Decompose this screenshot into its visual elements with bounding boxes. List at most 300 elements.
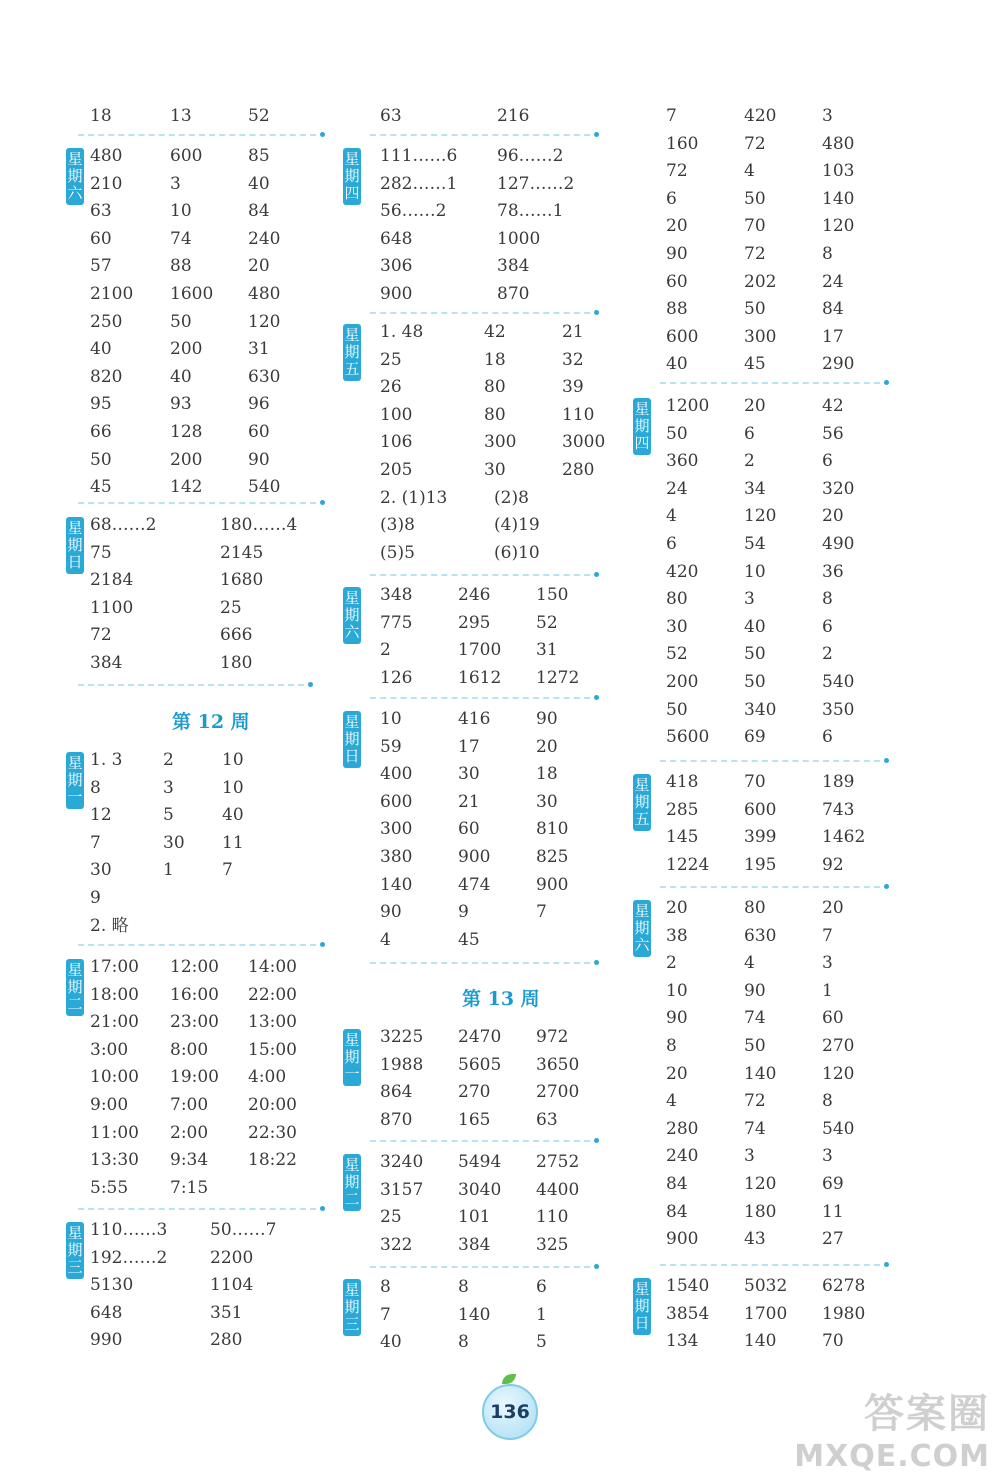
col2-thu-cell: 870 bbox=[497, 284, 530, 304]
col2-sun-cell: 900 bbox=[536, 874, 569, 895]
col1-tue-cell: 23:00 bbox=[170, 1012, 219, 1033]
col3-top-cell: 84 bbox=[822, 299, 844, 320]
col1-wed-cell: 1104 bbox=[210, 1275, 254, 1296]
watermark bbox=[794, 1382, 990, 1474]
col1-tue-cell: 11:00 bbox=[90, 1122, 139, 1143]
col3-sat-cell: 80 bbox=[744, 898, 766, 918]
col2-sat-cell: 1272 bbox=[536, 667, 580, 688]
col3-thu-cell: 6 bbox=[744, 423, 755, 444]
col2-mon-cell: 2470 bbox=[458, 1027, 502, 1047]
col3-top-cell: 50 bbox=[744, 299, 766, 320]
col2-fri-extra-cell: (4)19 bbox=[494, 515, 540, 536]
col1-sat-cell: 2100 bbox=[90, 284, 134, 304]
col1-sat-cell: 1600 bbox=[170, 284, 214, 304]
col1-sun-cell: 666 bbox=[220, 625, 253, 646]
col3-fri-cell: 195 bbox=[744, 854, 777, 875]
col3-sat-cell: 3 bbox=[822, 953, 833, 974]
col3-sat-cell: 280 bbox=[666, 1118, 699, 1139]
col2-fri-cell: 42 bbox=[484, 322, 506, 342]
col1-sat-cell: 200 bbox=[170, 339, 203, 360]
col2-fri-cell: 110 bbox=[562, 404, 595, 425]
col2-thu-cell: 78……1 bbox=[497, 201, 564, 222]
col2-top-cell: 63 bbox=[380, 106, 402, 126]
col2-wed-cell: 140 bbox=[458, 1304, 491, 1325]
col3-thu-cell: 540 bbox=[822, 672, 855, 692]
col2-fri-cell: 100 bbox=[380, 404, 413, 425]
col3-thu-cell: 3 bbox=[744, 589, 755, 610]
col3-sat-cell: 120 bbox=[822, 1063, 855, 1084]
col3-sat-cell: 20 bbox=[822, 898, 844, 918]
col3-sat-cell: 38 bbox=[666, 925, 688, 946]
col3-top-cell: 72 bbox=[744, 133, 766, 154]
col1-tue-cell: 3:00 bbox=[90, 1039, 129, 1060]
col3-fri-cell: 1224 bbox=[666, 854, 710, 875]
col3-sat-cell: 43 bbox=[744, 1229, 766, 1250]
col1-sat-cell: 240 bbox=[248, 228, 281, 249]
col1-mon-cell: 40 bbox=[222, 805, 244, 826]
col3-sat-cell: 8 bbox=[666, 1036, 677, 1056]
col3-top-cell: 4 bbox=[744, 161, 755, 182]
col3-top-cell: 300 bbox=[744, 326, 777, 347]
divider-dot-icon bbox=[320, 132, 325, 137]
col1-tue-cell: 18:00 bbox=[90, 984, 139, 1005]
col3-thu-cell: 30 bbox=[666, 616, 688, 637]
col1-sun-cell: 180……4 bbox=[220, 515, 298, 535]
divider-dot-icon bbox=[884, 758, 889, 763]
section-divider bbox=[370, 312, 590, 314]
section-divider bbox=[660, 760, 880, 762]
col3-top-cell: 103 bbox=[822, 161, 855, 182]
col2-tue-cell: 3240 bbox=[380, 1152, 424, 1172]
col3-sat-cell: 540 bbox=[822, 1118, 855, 1139]
col3-fri-cell: 1462 bbox=[822, 827, 866, 848]
col2-thu-cell: 111……6 bbox=[380, 146, 458, 166]
col3-fri-cell: 743 bbox=[822, 799, 855, 820]
col2-wed-tab: 星 期 三 bbox=[343, 1279, 361, 1336]
col3-thu-tab: 星 期 四 bbox=[633, 398, 651, 455]
col1-wed-cell: 990 bbox=[90, 1330, 123, 1351]
watermark-line2: MXQE.COM bbox=[794, 1439, 990, 1474]
col3-sat-cell: 4 bbox=[744, 953, 755, 974]
col3-sat-cell: 630 bbox=[744, 925, 777, 946]
col1-tue-cell: 18:22 bbox=[248, 1150, 297, 1171]
page-number: 136 bbox=[482, 1384, 538, 1440]
col3-top-cell: 20 bbox=[666, 216, 688, 237]
col1-sat-tab: 星 期 六 bbox=[66, 148, 84, 205]
col1-sat-cell: 480 bbox=[248, 284, 281, 304]
divider-dot-icon bbox=[320, 1206, 325, 1211]
col1-sat-cell: 40 bbox=[90, 339, 112, 360]
col3-thu-cell: 50 bbox=[666, 699, 688, 720]
col1-sat-cell: 45 bbox=[90, 477, 112, 498]
col1-tue-cell: 10:00 bbox=[90, 1067, 139, 1088]
col1-sat-cell: 88 bbox=[170, 256, 192, 277]
divider-dot-icon bbox=[320, 500, 325, 505]
col1-mon-cell: 30 bbox=[90, 860, 112, 881]
col1-mon-cell: 1 bbox=[163, 860, 174, 881]
col1-tue-cell: 13:30 bbox=[90, 1150, 139, 1171]
col2-sun-cell: 20 bbox=[536, 736, 558, 757]
col1-sat-cell: 200 bbox=[170, 449, 203, 470]
col3-sun-cell: 134 bbox=[666, 1331, 699, 1352]
col3-top-cell: 290 bbox=[822, 354, 855, 375]
col2-fri-cell: 205 bbox=[380, 460, 413, 480]
col1-sun-tab: 星 期 日 bbox=[66, 517, 84, 574]
col2-mon-cell: 864 bbox=[380, 1082, 413, 1103]
col1-sat-cell: 96 bbox=[248, 394, 270, 415]
col1-wed-cell: 351 bbox=[210, 1302, 243, 1323]
col3-thu-cell: 34 bbox=[744, 478, 766, 499]
divider-dot-icon bbox=[594, 1264, 599, 1269]
col2-thu-cell: 56……2 bbox=[380, 201, 447, 222]
col3-fri-cell: 600 bbox=[744, 799, 777, 820]
col2-sun-cell: 30 bbox=[536, 791, 558, 812]
col2-mon-cell: 972 bbox=[536, 1027, 569, 1047]
col2-sun-cell: 60 bbox=[458, 819, 480, 840]
col2-sun-cell: 810 bbox=[536, 819, 569, 840]
week-12-heading: 第 12 周 bbox=[172, 711, 250, 733]
col1-wed-cell: 110……3 bbox=[90, 1220, 168, 1240]
col1-sun-cell: 68……2 bbox=[90, 515, 157, 535]
week-13-heading: 第 13 周 bbox=[462, 988, 540, 1010]
col1-sat-cell: 60 bbox=[90, 228, 112, 249]
col2-sat-cell: 295 bbox=[458, 612, 491, 633]
col2-fri-cell: 106 bbox=[380, 432, 413, 453]
col1-tue-cell: 8:00 bbox=[170, 1039, 209, 1060]
col2-fri-extra-cell: (3)8 bbox=[380, 515, 415, 536]
col1-sat-cell: 600 bbox=[170, 146, 203, 166]
col2-sun-cell: 18 bbox=[536, 764, 558, 785]
col2-mon-cell: 165 bbox=[458, 1109, 491, 1130]
col3-thu-cell: 20 bbox=[744, 396, 766, 416]
section-divider bbox=[370, 962, 590, 964]
col3-top-cell: 8 bbox=[822, 244, 833, 264]
col1-wed-cell: 2200 bbox=[210, 1247, 254, 1268]
divider-dot-icon bbox=[594, 960, 599, 965]
col1-tue-cell: 22:00 bbox=[248, 984, 297, 1005]
col3-sat-cell: 3 bbox=[822, 1146, 833, 1167]
col1-mon-tab: 星 期 一 bbox=[66, 752, 84, 809]
col3-sat-cell: 84 bbox=[666, 1174, 688, 1194]
col3-sat-cell: 69 bbox=[822, 1174, 844, 1194]
col3-sat-cell: 90 bbox=[666, 1008, 688, 1029]
col3-top-cell: 3 bbox=[822, 106, 833, 126]
col2-sun-cell: 59 bbox=[380, 736, 402, 757]
col3-thu-cell: 50 bbox=[744, 644, 766, 665]
col3-thu-cell: 50 bbox=[666, 423, 688, 444]
col2-mon-cell: 3225 bbox=[380, 1027, 424, 1047]
col3-thu-cell: 420 bbox=[666, 561, 699, 582]
col3-top-cell: 420 bbox=[744, 106, 777, 126]
col3-sat-cell: 1 bbox=[822, 980, 833, 1001]
col3-sat-cell: 20 bbox=[666, 898, 688, 918]
col3-thu-cell: 350 bbox=[822, 699, 855, 720]
col2-mon-tab: 星 期 一 bbox=[343, 1029, 361, 1086]
col3-sat-cell: 50 bbox=[744, 1036, 766, 1056]
col3-top-cell: 90 bbox=[666, 244, 688, 264]
col3-sat-cell: 74 bbox=[744, 1008, 766, 1029]
col3-sat-cell: 84 bbox=[666, 1201, 688, 1222]
col3-sun-cell: 1540 bbox=[666, 1276, 710, 1296]
col3-sun-tab: 星 期 日 bbox=[633, 1278, 651, 1335]
col2-sun-cell: 416 bbox=[458, 709, 491, 729]
col1-wed-cell: 192……2 bbox=[90, 1247, 168, 1268]
col3-fri-cell: 285 bbox=[666, 799, 699, 820]
col1-tue-cell: 5:55 bbox=[90, 1177, 129, 1198]
col2-sun-tab: 星 期 日 bbox=[343, 711, 361, 768]
col2-thu-cell: 648 bbox=[380, 228, 413, 249]
col2-mon-cell: 2700 bbox=[536, 1082, 580, 1103]
col2-fri-cell: 280 bbox=[562, 460, 595, 480]
col2-thu-cell: 900 bbox=[380, 284, 413, 304]
col1-sat-cell: 66 bbox=[90, 422, 112, 442]
section-divider bbox=[370, 134, 590, 136]
col3-sun-cell: 5032 bbox=[744, 1276, 788, 1296]
col1-mon-cell: 2 bbox=[163, 750, 174, 770]
col2-mon-cell: 63 bbox=[536, 1109, 558, 1130]
divider-dot-icon bbox=[594, 572, 599, 577]
col3-thu-cell: 56 bbox=[822, 423, 844, 444]
col2-sat-cell: 246 bbox=[458, 585, 491, 605]
col1-tue-cell: 7:15 bbox=[170, 1177, 209, 1198]
col2-thu-cell: 282……1 bbox=[380, 173, 458, 194]
col2-mon-cell: 3650 bbox=[536, 1054, 580, 1075]
col3-thu-cell: 52 bbox=[666, 644, 688, 665]
section-divider bbox=[660, 382, 880, 384]
col2-wed-cell: 1 bbox=[536, 1304, 547, 1325]
section-divider bbox=[78, 1208, 316, 1210]
col1-tue-cell: 4:00 bbox=[248, 1067, 287, 1088]
col3-thu-cell: 5600 bbox=[666, 727, 710, 748]
col2-sun-cell: 21 bbox=[458, 791, 480, 812]
col1-sat-cell: 74 bbox=[170, 228, 192, 249]
col3-top-cell: 60 bbox=[666, 271, 688, 292]
col2-sat-cell: 1700 bbox=[458, 640, 502, 661]
col2-thu-cell: 1000 bbox=[497, 228, 541, 249]
divider-dot-icon bbox=[594, 1138, 599, 1143]
col3-top-cell: 6 bbox=[666, 188, 677, 209]
col1-sun-cell: 2145 bbox=[220, 542, 264, 563]
col3-sat-cell: 11 bbox=[822, 1201, 844, 1222]
section-divider bbox=[370, 1266, 590, 1268]
col1-sat-cell: 630 bbox=[248, 366, 281, 387]
col2-fri-cell: 30 bbox=[484, 460, 506, 480]
col3-fri-cell: 418 bbox=[666, 772, 699, 792]
col3-fri-tab: 星 期 五 bbox=[633, 774, 651, 831]
col2-sat-cell: 31 bbox=[536, 640, 558, 661]
col3-sat-tab: 星 期 六 bbox=[633, 900, 651, 957]
col1-sat-cell: 142 bbox=[170, 477, 203, 498]
col3-fri-cell: 399 bbox=[744, 827, 777, 848]
col3-top-cell: 140 bbox=[822, 188, 855, 209]
col1-sat-cell: 95 bbox=[90, 394, 112, 415]
col3-thu-cell: 50 bbox=[744, 672, 766, 692]
col3-top-cell: 40 bbox=[666, 354, 688, 375]
col2-wed-cell: 8 bbox=[380, 1277, 391, 1297]
col3-sat-cell: 2 bbox=[666, 953, 677, 974]
col2-sat-cell: 775 bbox=[380, 612, 413, 633]
col1-mon-cell: 11 bbox=[222, 832, 244, 853]
col3-thu-cell: 490 bbox=[822, 534, 855, 554]
col2-wed-cell: 40 bbox=[380, 1332, 402, 1353]
col2-fri-extra-cell: 2. (1)13 bbox=[380, 487, 448, 508]
col2-tue-cell: 5494 bbox=[458, 1152, 502, 1172]
col2-fri-cell: 21 bbox=[562, 322, 584, 342]
col1-tue-cell: 12:00 bbox=[170, 957, 219, 977]
col3-thu-cell: 24 bbox=[666, 478, 688, 499]
col2-thu-cell: 127……2 bbox=[497, 173, 575, 194]
col3-thu-cell: 6 bbox=[822, 727, 833, 748]
section-divider bbox=[660, 1264, 880, 1266]
col3-top-cell: 480 bbox=[822, 133, 855, 154]
col2-sun-cell: 400 bbox=[380, 764, 413, 785]
watermark-line1: 答案圈 bbox=[864, 1391, 990, 1437]
col1-sat-cell: 85 bbox=[248, 146, 270, 166]
col2-sat-cell: 126 bbox=[380, 667, 413, 688]
col3-top-cell: 50 bbox=[744, 188, 766, 209]
section-divider bbox=[78, 502, 316, 504]
col2-tue-cell: 384 bbox=[458, 1234, 491, 1255]
col3-sat-cell: 240 bbox=[666, 1146, 699, 1167]
divider-dot-icon bbox=[594, 695, 599, 700]
col2-sat-cell: 1612 bbox=[458, 667, 502, 688]
col2-sun-cell: 90 bbox=[380, 902, 402, 923]
col2-sun-cell: 825 bbox=[536, 847, 569, 867]
col2-fri-cell: 300 bbox=[484, 432, 517, 453]
col2-sun-cell: 90 bbox=[536, 709, 558, 729]
col1-mon-cell: 8 bbox=[90, 777, 101, 798]
col3-thu-cell: 1200 bbox=[666, 396, 710, 416]
col2-sat-tab: 星 期 六 bbox=[343, 587, 361, 644]
col2-thu-cell: 306 bbox=[380, 256, 413, 277]
col2-sun-cell: 7 bbox=[536, 902, 547, 923]
col2-sat-cell: 150 bbox=[536, 585, 569, 605]
col1-tue-cell: 22:30 bbox=[248, 1122, 297, 1143]
col3-fri-cell: 92 bbox=[822, 854, 844, 875]
col3-top-cell: 72 bbox=[666, 161, 688, 182]
col1-tue-cell: 17:00 bbox=[90, 957, 139, 977]
col3-sat-cell: 4 bbox=[666, 1091, 677, 1112]
col1-sat-cell: 84 bbox=[248, 201, 270, 222]
col2-fri-cell: 26 bbox=[380, 377, 402, 398]
col1-tue-cell: 2:00 bbox=[170, 1122, 209, 1143]
col1-sat-cell: 57 bbox=[90, 256, 112, 277]
col3-sat-cell: 20 bbox=[666, 1063, 688, 1084]
col1-sun-cell: 2184 bbox=[90, 570, 134, 591]
col3-sat-cell: 140 bbox=[744, 1063, 777, 1084]
col1-tue-cell: 9:00 bbox=[90, 1095, 129, 1115]
col3-thu-cell: 6 bbox=[666, 534, 677, 554]
col1-sat-cell: 31 bbox=[248, 339, 270, 360]
col2-mon-cell: 270 bbox=[458, 1082, 491, 1103]
col2-wed-cell: 8 bbox=[458, 1277, 469, 1297]
col3-thu-cell: 10 bbox=[744, 561, 766, 582]
col2-tue-cell: 3040 bbox=[458, 1179, 502, 1200]
col2-thu-cell: 384 bbox=[497, 256, 530, 277]
col2-sun-cell: 140 bbox=[380, 874, 413, 895]
col3-thu-cell: 40 bbox=[744, 616, 766, 637]
col1-tue-cell: 15:00 bbox=[248, 1039, 297, 1060]
col3-thu-cell: 2 bbox=[822, 644, 833, 665]
col3-sat-cell: 10 bbox=[666, 980, 688, 1001]
col1-mon-cell: 30 bbox=[163, 832, 185, 853]
col3-top-cell: 600 bbox=[666, 326, 699, 347]
col1-sun-cell: 180 bbox=[220, 653, 253, 673]
col1-sat-cell: 63 bbox=[90, 201, 112, 222]
col2-fri-extra-cell: (6)10 bbox=[494, 542, 540, 563]
col3-sun-cell: 1980 bbox=[822, 1303, 866, 1324]
col3-sat-cell: 8 bbox=[822, 1091, 833, 1112]
col3-top-cell: 202 bbox=[744, 271, 777, 292]
col1-sat-cell: 540 bbox=[248, 477, 281, 498]
col1-mon-cell: 7 bbox=[90, 832, 101, 853]
col3-thu-cell: 54 bbox=[744, 534, 766, 554]
col1-tue-tab: 星 期 二 bbox=[66, 959, 84, 1016]
col3-thu-cell: 69 bbox=[744, 727, 766, 748]
col3-thu-cell: 120 bbox=[744, 506, 777, 527]
col1-mon-cell: 12 bbox=[90, 805, 112, 826]
col1-sat-cell: 50 bbox=[90, 449, 112, 470]
col3-sun-cell: 1700 bbox=[744, 1303, 788, 1324]
col2-fri-extra-cell: (5)5 bbox=[380, 542, 415, 563]
col1-sat-cell: 820 bbox=[90, 366, 123, 387]
section-divider bbox=[78, 684, 304, 686]
col3-thu-cell: 360 bbox=[666, 451, 699, 472]
col1-mon-cell: 9 bbox=[90, 888, 101, 908]
col1-sun-cell: 1100 bbox=[90, 597, 134, 618]
col1-wed-cell: 50……7 bbox=[210, 1220, 277, 1240]
col2-tue-cell: 2752 bbox=[536, 1152, 580, 1172]
col1-sat-cell: 40 bbox=[170, 366, 192, 387]
col1-sat-cell: 120 bbox=[248, 311, 281, 332]
col3-sat-cell: 90 bbox=[744, 980, 766, 1001]
col2-tue-cell: 4400 bbox=[536, 1179, 580, 1200]
col3-sat-cell: 180 bbox=[744, 1201, 777, 1222]
col2-tue-cell: 25 bbox=[380, 1207, 402, 1228]
col3-top-cell: 88 bbox=[666, 299, 688, 320]
col2-mon-cell: 870 bbox=[380, 1109, 413, 1130]
col1-tue-cell: 14:00 bbox=[248, 957, 297, 977]
col3-thu-cell: 4 bbox=[666, 506, 677, 527]
col1-wed-cell: 648 bbox=[90, 1302, 123, 1323]
apple-leaf-icon bbox=[502, 1374, 516, 1384]
col1-sun-cell: 25 bbox=[220, 597, 242, 618]
col1-mon-extra: 2. 略 bbox=[90, 915, 129, 936]
col3-fri-cell: 70 bbox=[744, 772, 766, 792]
col3-sat-cell: 74 bbox=[744, 1118, 766, 1139]
col1-tue-cell: 9:34 bbox=[170, 1150, 209, 1171]
col2-sun-cell: 10 bbox=[380, 709, 402, 729]
col2-sat-cell: 52 bbox=[536, 612, 558, 633]
col1-sat-cell: 250 bbox=[90, 311, 123, 332]
col1-mon-cell: 3 bbox=[163, 777, 174, 798]
col3-thu-cell: 6 bbox=[822, 451, 833, 472]
col2-sun-cell: 900 bbox=[458, 847, 491, 867]
col1-tue-cell: 21:00 bbox=[90, 1012, 139, 1033]
col2-tue-cell: 322 bbox=[380, 1234, 413, 1255]
col1-sat-cell: 10 bbox=[170, 201, 192, 222]
col2-wed-cell: 5 bbox=[536, 1332, 547, 1353]
col2-sat-cell: 348 bbox=[380, 585, 413, 605]
col1-tue-cell: 7:00 bbox=[170, 1095, 209, 1115]
col2-sun-cell: 4 bbox=[380, 929, 391, 950]
col2-tue-cell: 325 bbox=[536, 1234, 569, 1255]
col2-sun-cell: 600 bbox=[380, 791, 413, 812]
col3-fri-cell: 189 bbox=[822, 772, 855, 792]
col1-tue-cell: 16:00 bbox=[170, 984, 219, 1005]
col3-top-cell: 7 bbox=[666, 106, 677, 126]
divider-dot-icon bbox=[594, 310, 599, 315]
